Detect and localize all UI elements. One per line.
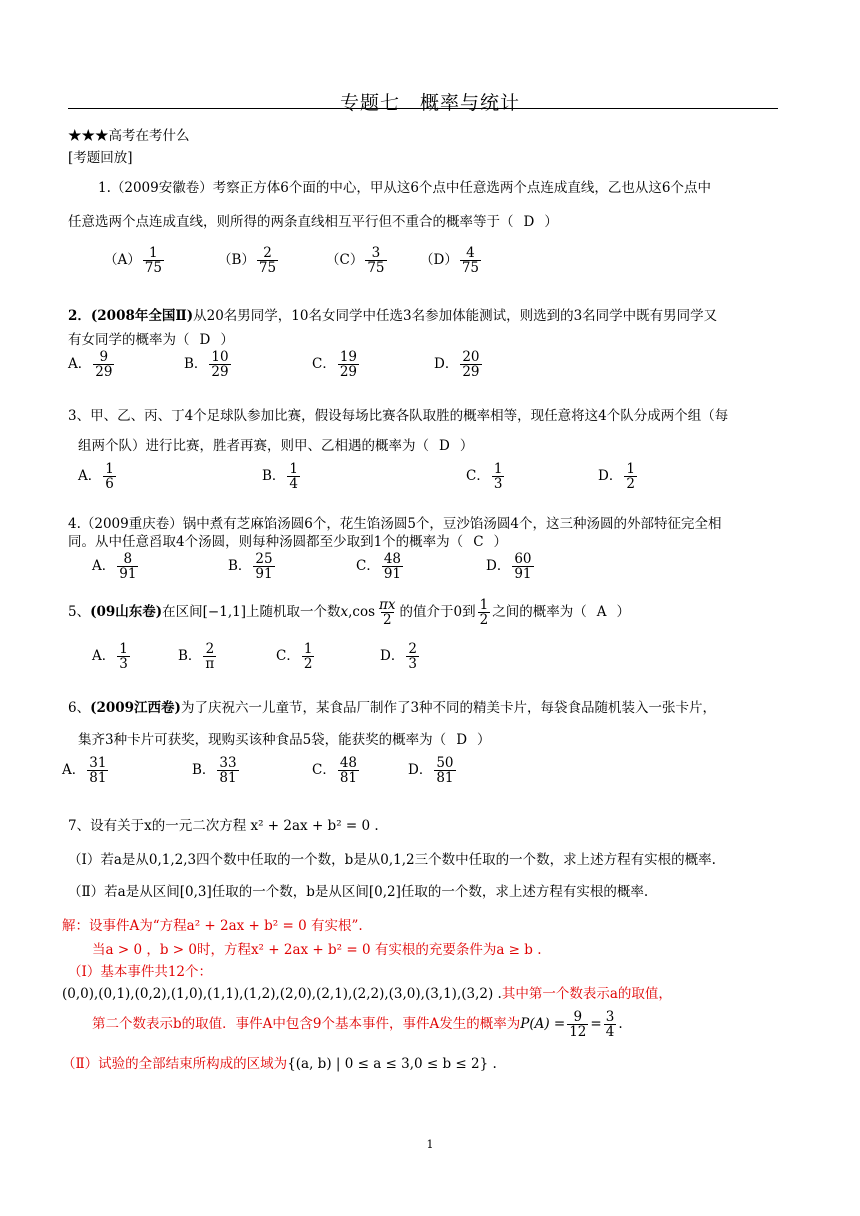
q2-option-d: D． $\frac{20}{29}$	[434, 349, 480, 381]
solution-line4: (0,0),(0,1),(0,2),(1,0),(1,1),(1,2),(2,0),(2,1),(2,2),(3,0),(3,1),(3,2) .其中第一个数表示a的取值，	[62, 986, 672, 1002]
q6-option-b: B． $\frac{33}{81}$	[192, 755, 237, 787]
q2-line2: 有女同学的概率为（ D ）	[68, 332, 234, 348]
q7-part1: （Ⅰ）若a是从0,1,2,3四个数中任取的一个数，b是从0,1,2三个数中任取的一个数，求上述方程有实根的概率.	[68, 852, 716, 868]
q3-option-d: D． $\frac{1}{2}$	[598, 461, 635, 493]
q6-option-c: C． $\frac{48}{81}$	[312, 755, 358, 787]
q2-option-c: C． $\frac{19}{29}$	[312, 349, 358, 381]
solution-line6: （Ⅱ）试验的全部结束所构成的区域为{(a, b) | 0 ≤ a ≤ 3,0 ≤ b ≤ 2} .	[62, 1056, 497, 1072]
q2-option-a: A． $\frac{9}{29}$	[68, 349, 113, 381]
q6-line2: 集齐3种卡片可获奖，现购买该种食品5袋，能获奖的概率为（ D ）	[78, 732, 491, 748]
q5-option-a: A． $\frac{1}{3}$	[92, 641, 128, 673]
solution-line5: 第二个数表示b的取值．事件A中包含9个基本事件，事件A发生的概率为P(A) = $\frac{9}{12}$ = $\frac{3}{4}$ .	[92, 1009, 623, 1041]
q7-stem: 7、设有关于x的一元二次方程 x² + 2ax + b² = 0 .	[68, 818, 379, 834]
q5-answer: A	[596, 604, 607, 621]
q5-option-c: C． $\frac{1}{2}$	[276, 641, 313, 673]
page-number: 1	[426, 1138, 434, 1151]
q3-line1: 3、甲、乙、丙、丁4个足球队参加比赛，假设每场比赛各队取胜的概率相等，现任意将这4个队分成两个组（每	[68, 408, 729, 424]
page-title: 专题七 概率与统计	[339, 92, 520, 114]
q2-answer: D	[199, 332, 211, 348]
q4-option-a: A． $\frac{8}{91}$	[92, 551, 137, 583]
q3-answer: D	[439, 438, 450, 454]
section-header: ★★★高考在考什么	[68, 128, 190, 144]
solution-line3: （Ⅰ）基本事件共12个：	[68, 964, 213, 980]
solution-line2: 当a > 0 ，b > 0时，方程x² + 2ax + b² = 0 有实根的充要条件为a ≥ b .	[92, 942, 542, 958]
solution-line1: 解：设事件A为“方程a² + 2ax + b² = 0 有实根”.	[62, 918, 363, 934]
q2-line1: 2．(2008年全国Ⅱ)从20名男同学，10名女同学中任选3名参加体能测试，则选到的3名同学中既有男同学又	[68, 308, 718, 324]
q1-option-a: （A） $\frac{1}{75}$	[104, 245, 162, 277]
q6-answer: D	[456, 732, 468, 748]
q3-option-c: C． $\frac{1}{3}$	[466, 461, 503, 493]
q5-option-b: B． $\frac{2}{\pi}$	[178, 641, 215, 673]
q5-option-d: D． $\frac{2}{3}$	[380, 641, 417, 673]
title-rule	[68, 108, 778, 109]
q1-line2: 任意选两个点连成直线，则所得的两条直线相互平行但不重合的概率等于（ D ）	[68, 214, 558, 230]
q1-line1: 1.（2009安徽卷）考察正方体6个面的中心，甲从这6个点中任意选两个点连成直线，乙也从这6个点中	[98, 180, 712, 196]
q6-line1: 6、(2009江西卷)为了庆祝六一儿童节，某食品厂制作了3种不同的精美卡片，每袋食品随机装入一张卡片，	[68, 700, 717, 716]
q1-option-b: （B） $\frac{2}{75}$	[218, 245, 277, 277]
q5-stem: 5、(09山东卷)在区间[−1,1]上随机取一个数x,cos $\frac{\pi x}{2}$ 的值介于0到 $\frac{1}{2}$ 之间的概率为（ A ）	[68, 597, 630, 629]
q7-part2: （Ⅱ）若a是从区间[0,3]任取的一个数，b是从区间[0,2]任取的一个数，求上述方程有实根的概率.	[68, 884, 649, 900]
q6-option-a: A． $\frac{31}{81}$	[62, 755, 107, 787]
q4-answer: C	[473, 534, 484, 550]
q2-option-b: B． $\frac{10}{29}$	[184, 349, 229, 381]
q1-option-d: （D） $\frac{4}{75}$	[420, 245, 480, 277]
q3-option-a: A． $\frac{1}{6}$	[78, 461, 114, 493]
q1-answer: D	[523, 214, 535, 230]
q4-option-c: C． $\frac{48}{91}$	[356, 551, 402, 583]
q1-option-c: （C） $\frac{3}{75}$	[326, 245, 385, 277]
q4-line1: 4.（2009重庆卷）锅中煮有芝麻馅汤圆6个，花生馅汤圆5个，豆沙馅汤圆4个，这三种汤圆的外部特征完全相	[68, 516, 722, 532]
q6-option-d: D． $\frac{50}{81}$	[408, 755, 454, 787]
q3-line2: 组两个队）进行比赛，胜者再赛，则甲、乙相遇的概率为（ D ）	[78, 438, 474, 454]
q4-option-d: D． $\frac{60}{91}$	[486, 551, 532, 583]
sub-header: [考题回放]	[68, 150, 133, 166]
q4-line2: 同。从中任意舀取4个汤圆，则每种汤圆都至少取到1个的概率为（ C ）	[68, 534, 508, 550]
q3-option-b: B． $\frac{1}{4}$	[262, 461, 299, 493]
q4-option-b: B． $\frac{25}{91}$	[228, 551, 273, 583]
